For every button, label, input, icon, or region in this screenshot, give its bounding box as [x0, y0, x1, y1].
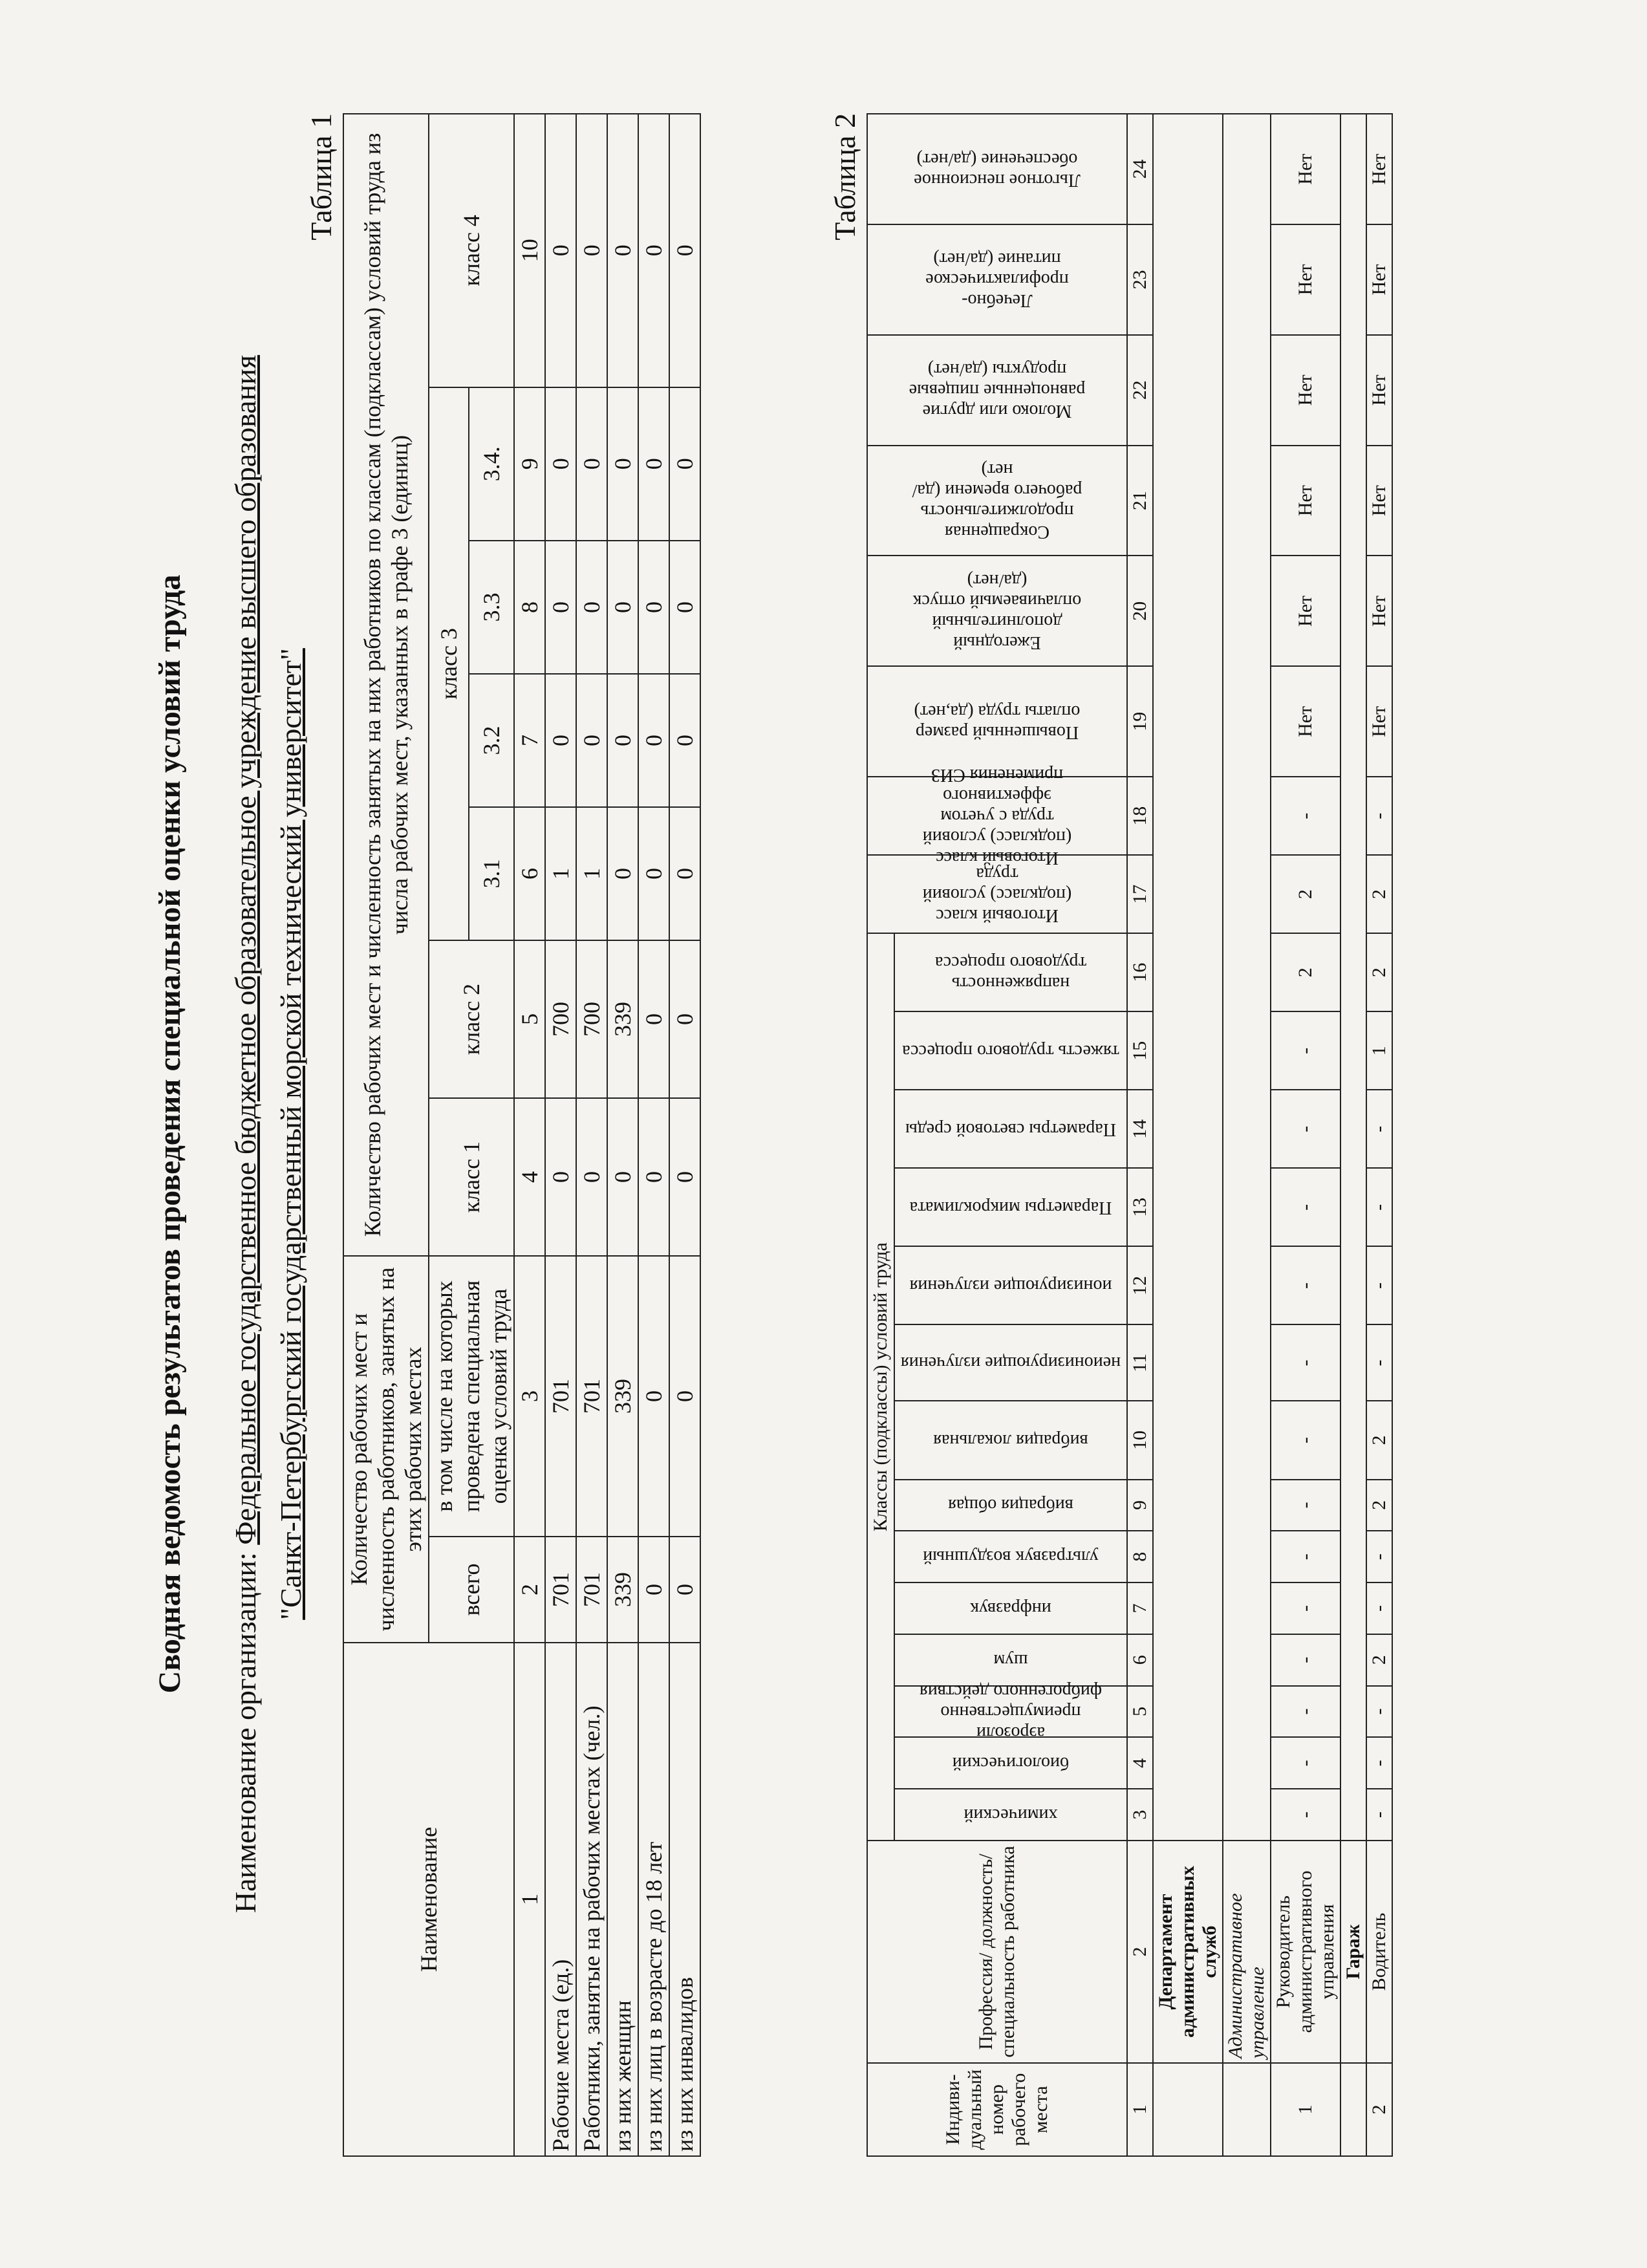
- t1-cell: 0: [669, 114, 700, 387]
- t1-cell: 0: [638, 1537, 669, 1643]
- t2-h-factor-text: неионизирующие излучения: [900, 1353, 1121, 1374]
- t1-h-3-3: 3.3: [469, 541, 514, 674]
- t2-empty-cell: [1153, 2063, 1223, 2156]
- t2-cell: Нет: [1366, 224, 1392, 335]
- t1-cell: 0: [638, 1256, 669, 1537]
- t2-cell: -: [1271, 1168, 1340, 1246]
- t2-h-factor: [894, 1789, 1127, 1841]
- t2-cell: -: [1271, 1634, 1340, 1686]
- t2-h-summary-text: Сокращенная продолжительность рабочего времени (да/нет): [912, 460, 1082, 543]
- t2-colnum: 11: [1127, 1324, 1153, 1401]
- t1-cell: 0: [669, 807, 700, 940]
- t1-colnum: 2: [514, 1537, 545, 1643]
- t1-h-count: Количество рабочих мест и численность работников, занятых на этих рабочих местах: [343, 1256, 429, 1643]
- t2-dept: Департамент административных служб: [1153, 1841, 1223, 2063]
- t2-h-factor-text: химический: [963, 1805, 1058, 1826]
- t2-cell: -: [1271, 1324, 1340, 1401]
- t1-h-assessed: в том числе на которых проведена специальная оценка условий труда: [429, 1256, 514, 1537]
- t1-cell: 339: [607, 1256, 638, 1537]
- t2-cell: 2: [1271, 933, 1340, 1011]
- t1-cell: 0: [669, 674, 700, 807]
- t2-h-summary: [867, 335, 1127, 446]
- t1-colnum-row: [514, 114, 545, 2156]
- org-label: Наименование организации:: [229, 1544, 262, 1914]
- t2-h-summary-text: Итоговый класс (подкласс) условий труда с учетом эффективного применения СИЗ: [922, 764, 1072, 868]
- t2-cell: 2: [1366, 1401, 1392, 1479]
- org-name-line1: Федеральное государственное бюджетное образовательное учреждение высшего образования: [229, 354, 262, 1545]
- t1-cell: 0: [638, 387, 669, 541]
- t2-cell: -: [1366, 1168, 1392, 1246]
- t1-cell: 0: [638, 940, 669, 1098]
- t1-h-classes: Количество рабочих мест и численность занятых на них работников по классам (подклассам) условий труда из числа рабочих мест, указанных в графе 3 (единиц): [343, 114, 429, 1256]
- t2-cell: Нет: [1366, 446, 1392, 556]
- t1-colnum: 1: [514, 1643, 545, 2156]
- t2-h-factor-text: вибрация локальная: [933, 1431, 1088, 1451]
- t1-cell: 0: [638, 807, 669, 940]
- t2-empty-cell: [1223, 114, 1271, 1841]
- t1-h-name: Наименование: [343, 1643, 514, 2156]
- t1-h-3-4: 3.4.: [469, 387, 514, 541]
- t2-cell: Нет: [1271, 335, 1340, 446]
- t2-colnum: 16: [1127, 933, 1153, 1011]
- t2-cell: -: [1271, 1011, 1340, 1090]
- t2-colnum: 8: [1127, 1531, 1153, 1582]
- t1-cell: 0: [638, 114, 669, 387]
- table-2: [867, 113, 1393, 2157]
- t1-cell: 0: [576, 541, 607, 674]
- document-title: Сводная ведомость результатов проведения специальной оценки условий труда: [153, 574, 187, 1694]
- t2-cell: -: [1271, 1686, 1340, 1738]
- t2-cell: -: [1271, 1582, 1340, 1634]
- t2-h-factor-text: шум: [993, 1650, 1028, 1670]
- t2-h-summary-text: Ежегодный дополнительный оплачиваемый отпуск (да/нет): [912, 570, 1082, 653]
- t2-cell: 2: [1366, 1480, 1392, 1531]
- t2-cell: Нет: [1366, 114, 1392, 224]
- t2-row-id: 1: [1271, 2063, 1340, 2156]
- t1-cell: 701: [545, 1256, 576, 1537]
- t1-cell: 1: [576, 807, 607, 940]
- t2-cell: -: [1366, 777, 1392, 855]
- t2-colnum: 18: [1127, 777, 1153, 855]
- org-name-line2: "Санкт-Петербургский государственный морской технический университет": [274, 648, 307, 1620]
- t1-cell: 0: [545, 541, 576, 674]
- t2-row-id: 2: [1366, 2063, 1392, 2156]
- t1-cell: 0: [545, 114, 576, 387]
- t2-h-classes: Классы (подклассы) условий труда: [867, 933, 894, 1841]
- t1-h-3-1: 3.1: [469, 807, 514, 940]
- t1-row: [669, 114, 700, 2156]
- t1-colnum: 3: [514, 1256, 545, 1537]
- t2-colnum: 7: [1127, 1582, 1153, 1634]
- t2-row: [1366, 114, 1392, 2156]
- t2-cell: 1: [1366, 1011, 1392, 1090]
- t2-h-factor-text: ионизирующие излучения: [909, 1275, 1112, 1296]
- t2-h-factor: [894, 1582, 1127, 1634]
- t2-h-factor-text: напряженность трудового процесса: [934, 952, 1087, 993]
- t1-row: [545, 114, 576, 2156]
- t2-h-summary-text: Итоговый класс (подкласс) условий труда: [922, 863, 1072, 925]
- t2-cell: -: [1271, 1789, 1340, 1841]
- t1-cell: 0: [638, 674, 669, 807]
- t2-h-factor: [894, 1011, 1127, 1090]
- t1-colnum: 7: [514, 674, 545, 807]
- t2-colnum: 1: [1127, 2063, 1153, 2156]
- t1-cell: 701: [545, 1537, 576, 1643]
- t2-h-factor-text: биологический: [952, 1753, 1070, 1774]
- t2-cell: Нет: [1271, 224, 1340, 335]
- t2-cell: -: [1366, 1531, 1392, 1582]
- t2-cell: Нет: [1271, 666, 1340, 777]
- t2-h-factor: [894, 1737, 1127, 1789]
- t1-row-name: Рабочие места (ед.): [545, 1643, 576, 2156]
- t2-h-factor-text: тяжесть трудового процесса: [902, 1041, 1119, 1061]
- t2-colnum: 15: [1127, 1011, 1153, 1090]
- t2-h-summary: [867, 556, 1127, 667]
- t1-cell: 0: [607, 807, 638, 940]
- t2-colnum: 20: [1127, 556, 1153, 667]
- t2-colnum: 3: [1127, 1789, 1153, 1841]
- t1-cell: 0: [576, 1098, 607, 1256]
- t2-colnum: 19: [1127, 666, 1153, 777]
- t2-colnum: 13: [1127, 1168, 1153, 1246]
- t1-h-class2: класс 2: [429, 940, 514, 1098]
- t2-cell: -: [1271, 777, 1340, 855]
- t2-cell: Нет: [1271, 114, 1340, 224]
- t2-colnum: 23: [1127, 224, 1153, 335]
- t2-cell: -: [1366, 1246, 1392, 1324]
- t2-h-factor: [894, 1324, 1127, 1401]
- t1-cell: 0: [669, 387, 700, 541]
- t2-h-factor: [894, 1168, 1127, 1246]
- t2-cell: -: [1271, 1480, 1340, 1531]
- t2-empty-cell: [1153, 114, 1223, 1841]
- t2-h-summary-text: Повышенный размер оплаты труда (да,нет): [914, 701, 1081, 742]
- t1-cell: 0: [669, 940, 700, 1098]
- t1-colnum: 8: [514, 541, 545, 674]
- t1-h-total: всего: [429, 1537, 514, 1643]
- t1-row-name: из них женщин: [607, 1643, 638, 2156]
- organization-block: [223, 0, 314, 2268]
- t2-h-id: Индиви-дуальный номер рабочего места: [867, 2063, 1127, 2156]
- t2-h-summary: [867, 224, 1127, 335]
- table-1: [343, 113, 701, 2157]
- t1-cell: 0: [576, 114, 607, 387]
- t1-cell: 0: [607, 674, 638, 807]
- t1-cell: 0: [576, 674, 607, 807]
- t2-colnum-row: [1127, 114, 1153, 2156]
- t1-cell: 0: [545, 674, 576, 807]
- t1-cell: 701: [576, 1256, 607, 1537]
- t1-cell: 701: [576, 1537, 607, 1643]
- t2-colnum: 2: [1127, 1841, 1153, 2063]
- t1-colnum: 10: [514, 114, 545, 387]
- t1-cell: 1: [545, 807, 576, 940]
- t2-cell: -: [1271, 1531, 1340, 1582]
- t2-cell: 2: [1366, 933, 1392, 1011]
- t2-cell: Нет: [1366, 335, 1392, 446]
- t1-cell: 0: [545, 387, 576, 541]
- t1-colnum: 5: [514, 940, 545, 1098]
- t2-colnum: 14: [1127, 1090, 1153, 1168]
- t2-cell: -: [1366, 1582, 1392, 1634]
- t2-h-factor: [894, 1246, 1127, 1324]
- t1-colnum: 9: [514, 387, 545, 541]
- t2-h-summary-text: Лечебно-профилактическое питание (да/нет): [925, 249, 1069, 311]
- t2-colnum: 9: [1127, 1480, 1153, 1531]
- t2-cell: Нет: [1366, 666, 1392, 777]
- t1-cell: 0: [669, 1537, 700, 1643]
- t2-cell: 2: [1271, 855, 1340, 933]
- t2-cell: -: [1366, 1789, 1392, 1841]
- t1-cell: 0: [607, 1098, 638, 1256]
- t1-cell: 0: [545, 1098, 576, 1256]
- t1-h-class1: класс 1: [429, 1098, 514, 1256]
- t2-cell: 2: [1366, 1634, 1392, 1686]
- t2-h-summary: [867, 114, 1127, 224]
- t2-h-factor: [894, 1681, 1127, 1743]
- t1-cell: 339: [607, 940, 638, 1098]
- t2-h-factor: [894, 933, 1127, 1011]
- t2-empty-cell: [1223, 2063, 1271, 2156]
- t2-subdept: Административное управление: [1223, 1841, 1271, 2063]
- t2-h-factor-text: Параметры световой среды: [905, 1119, 1116, 1139]
- t1-cell: 0: [669, 1098, 700, 1256]
- t2-cell: -: [1271, 1401, 1340, 1479]
- t2-h-factor: [894, 1634, 1127, 1686]
- t2-h-factor: [894, 1531, 1127, 1582]
- t1-colnum: 4: [514, 1098, 545, 1256]
- t2-cell: -: [1271, 1737, 1340, 1789]
- t2-h-summary-text: Молоко или другие равноценные пищевые продукты (да/нет): [909, 360, 1086, 422]
- t2-colnum: 4: [1127, 1737, 1153, 1789]
- t2-colnum: 17: [1127, 855, 1153, 933]
- t2-cell: -: [1366, 1737, 1392, 1789]
- t2-cell: -: [1366, 1090, 1392, 1168]
- t2-h-factor-text: инфразвук: [970, 1598, 1051, 1619]
- t2-cell: -: [1366, 1686, 1392, 1738]
- t1-cell: 0: [669, 1256, 700, 1537]
- t2-colnum: 5: [1127, 1686, 1153, 1738]
- t2-cell: -: [1366, 1324, 1392, 1401]
- t2-h-factor: [894, 1090, 1127, 1168]
- t1-cell: 339: [607, 1537, 638, 1643]
- t1-row-name: из них инвалидов: [669, 1643, 700, 2156]
- t2-h-factor: [894, 1401, 1127, 1479]
- t1-cell: 0: [607, 541, 638, 674]
- t2-colnum: 22: [1127, 335, 1153, 446]
- t2-row-prof: Руководитель административного управления: [1271, 1841, 1340, 2063]
- t1-cell: 700: [576, 940, 607, 1098]
- table2-label: Таблица 2: [828, 113, 861, 241]
- t2-row: [1271, 114, 1340, 2156]
- t1-row-name: из них лиц в возрасте до 18 лет: [638, 1643, 669, 2156]
- t2-garage: Гараж: [1340, 1841, 1366, 2063]
- t2-colnum: 12: [1127, 1246, 1153, 1324]
- t2-cell: 2: [1366, 855, 1392, 933]
- t2-colnum: 10: [1127, 1401, 1153, 1479]
- t1-cell: 0: [607, 387, 638, 541]
- t1-cell: 0: [607, 114, 638, 387]
- t2-cell: Нет: [1366, 556, 1392, 667]
- t1-row-name: Работники, занятые на рабочих местах (чел.): [576, 1643, 607, 2156]
- t2-colnum: 21: [1127, 446, 1153, 556]
- t1-h-class4: класс 4: [429, 114, 514, 387]
- t2-colnum: 24: [1127, 114, 1153, 224]
- t1-cell: 700: [545, 940, 576, 1098]
- t2-cell: Нет: [1271, 556, 1340, 667]
- table1-label: Таблица 1: [305, 113, 338, 241]
- t2-empty-cell: [1340, 114, 1366, 1841]
- t2-h-factor: [894, 1480, 1127, 1531]
- t2-row-prof: Водитель: [1366, 1841, 1392, 2063]
- t2-h-factor-text: вибрация общая: [948, 1495, 1073, 1516]
- t2-h-summary-text: Льготное пенсионное обеспечение (да/нет): [914, 149, 1081, 190]
- t1-row: [607, 114, 638, 2156]
- t2-cell: -: [1271, 1246, 1340, 1324]
- t1-h-class3: класс 3: [429, 387, 469, 940]
- t1-colnum: 6: [514, 807, 545, 940]
- t2-h-summary: [867, 666, 1127, 777]
- t1-cell: 0: [638, 541, 669, 674]
- t2-colnum: 6: [1127, 1634, 1153, 1686]
- t2-empty-cell: [1340, 2063, 1366, 2156]
- t1-h-3-2: 3.2: [469, 674, 514, 807]
- t1-cell: 0: [638, 1098, 669, 1256]
- t2-h-factor-text: аэрозоли преимущественно фиброгенного действия: [919, 1681, 1103, 1743]
- t2-h-factor-text: ультразвук воздушный: [923, 1547, 1099, 1568]
- t1-cell: 0: [576, 387, 607, 541]
- t1-row: [638, 114, 669, 2156]
- t2-h-prof: Профессия/ должность/ специальность работника: [867, 1841, 1127, 2063]
- t1-cell: 0: [669, 541, 700, 674]
- t1-row: [576, 114, 607, 2156]
- t2-cell: Нет: [1271, 446, 1340, 556]
- t2-h-summary: [867, 446, 1127, 556]
- t2-cell: -: [1271, 1090, 1340, 1168]
- t2-h-factor-text: Параметры микроклимата: [909, 1197, 1112, 1218]
- t2-h-summary: [867, 764, 1127, 868]
